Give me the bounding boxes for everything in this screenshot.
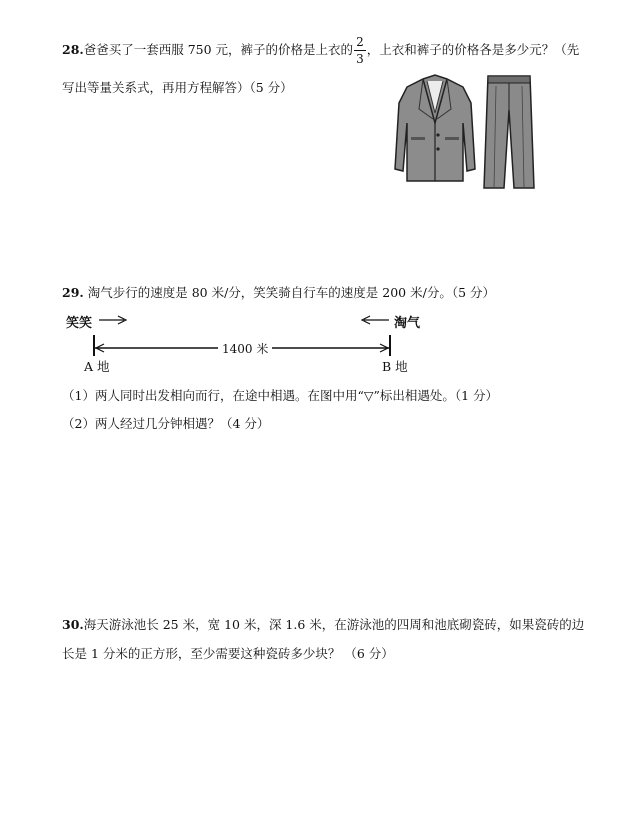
q30-line1: [62, 615, 584, 633]
q29-sub1: （1）两人同时出发相向而行，在途中相遇。在图中用“▽”标出相遇处。（1 分）: [62, 388, 499, 403]
q30-text-line1: 海天游泳池长 25 米，宽 10 米，深 1.6 米，在游泳池的四周和池底砌瓷砖，如果瓷砖的边: [83, 617, 585, 632]
q28-line1: [62, 36, 579, 65]
right-person-label: 淘气: [394, 316, 421, 331]
q30-line2: 长是 1 分米的正方形，至少需要这种瓷砖多少块？ （6 分）: [62, 646, 394, 661]
fraction-denominator: 3: [356, 52, 364, 66]
q29-text: 淘气步行的速度是 80 米/分，笑笑骑自行车的速度是 200 米/分。（5 分）: [87, 285, 495, 300]
place-a-label: A 地: [84, 359, 110, 374]
q28-fraction: [354, 36, 366, 65]
q29-text-line: [62, 283, 495, 301]
left-arrow-icon: [360, 315, 390, 325]
q28-text-a: 爸爸买了一套西服 750 元，裤子的价格是上衣的: [83, 42, 354, 57]
q29-sub2: （2）两人经过几分钟相遇？（4 分）: [62, 416, 270, 431]
place-b-label: B 地: [382, 359, 408, 374]
left-person-label: 笑笑: [66, 316, 93, 331]
q29-number: 29.: [62, 285, 84, 300]
q28-number: 28.: [62, 42, 84, 57]
distance-label: 1400 米: [218, 340, 272, 357]
q30-number: 30.: [62, 617, 84, 632]
q28-line2: 写出等量关系式，再用方程解答）（5 分）: [62, 80, 293, 95]
jacket-illustration: [393, 73, 477, 185]
right-arrow-icon: [98, 315, 128, 325]
trousers-illustration: [480, 72, 538, 192]
q28-text-b: ，上衣和裤子的价格各是多少元？（先: [366, 42, 580, 57]
fraction-numerator: 2: [356, 35, 364, 49]
